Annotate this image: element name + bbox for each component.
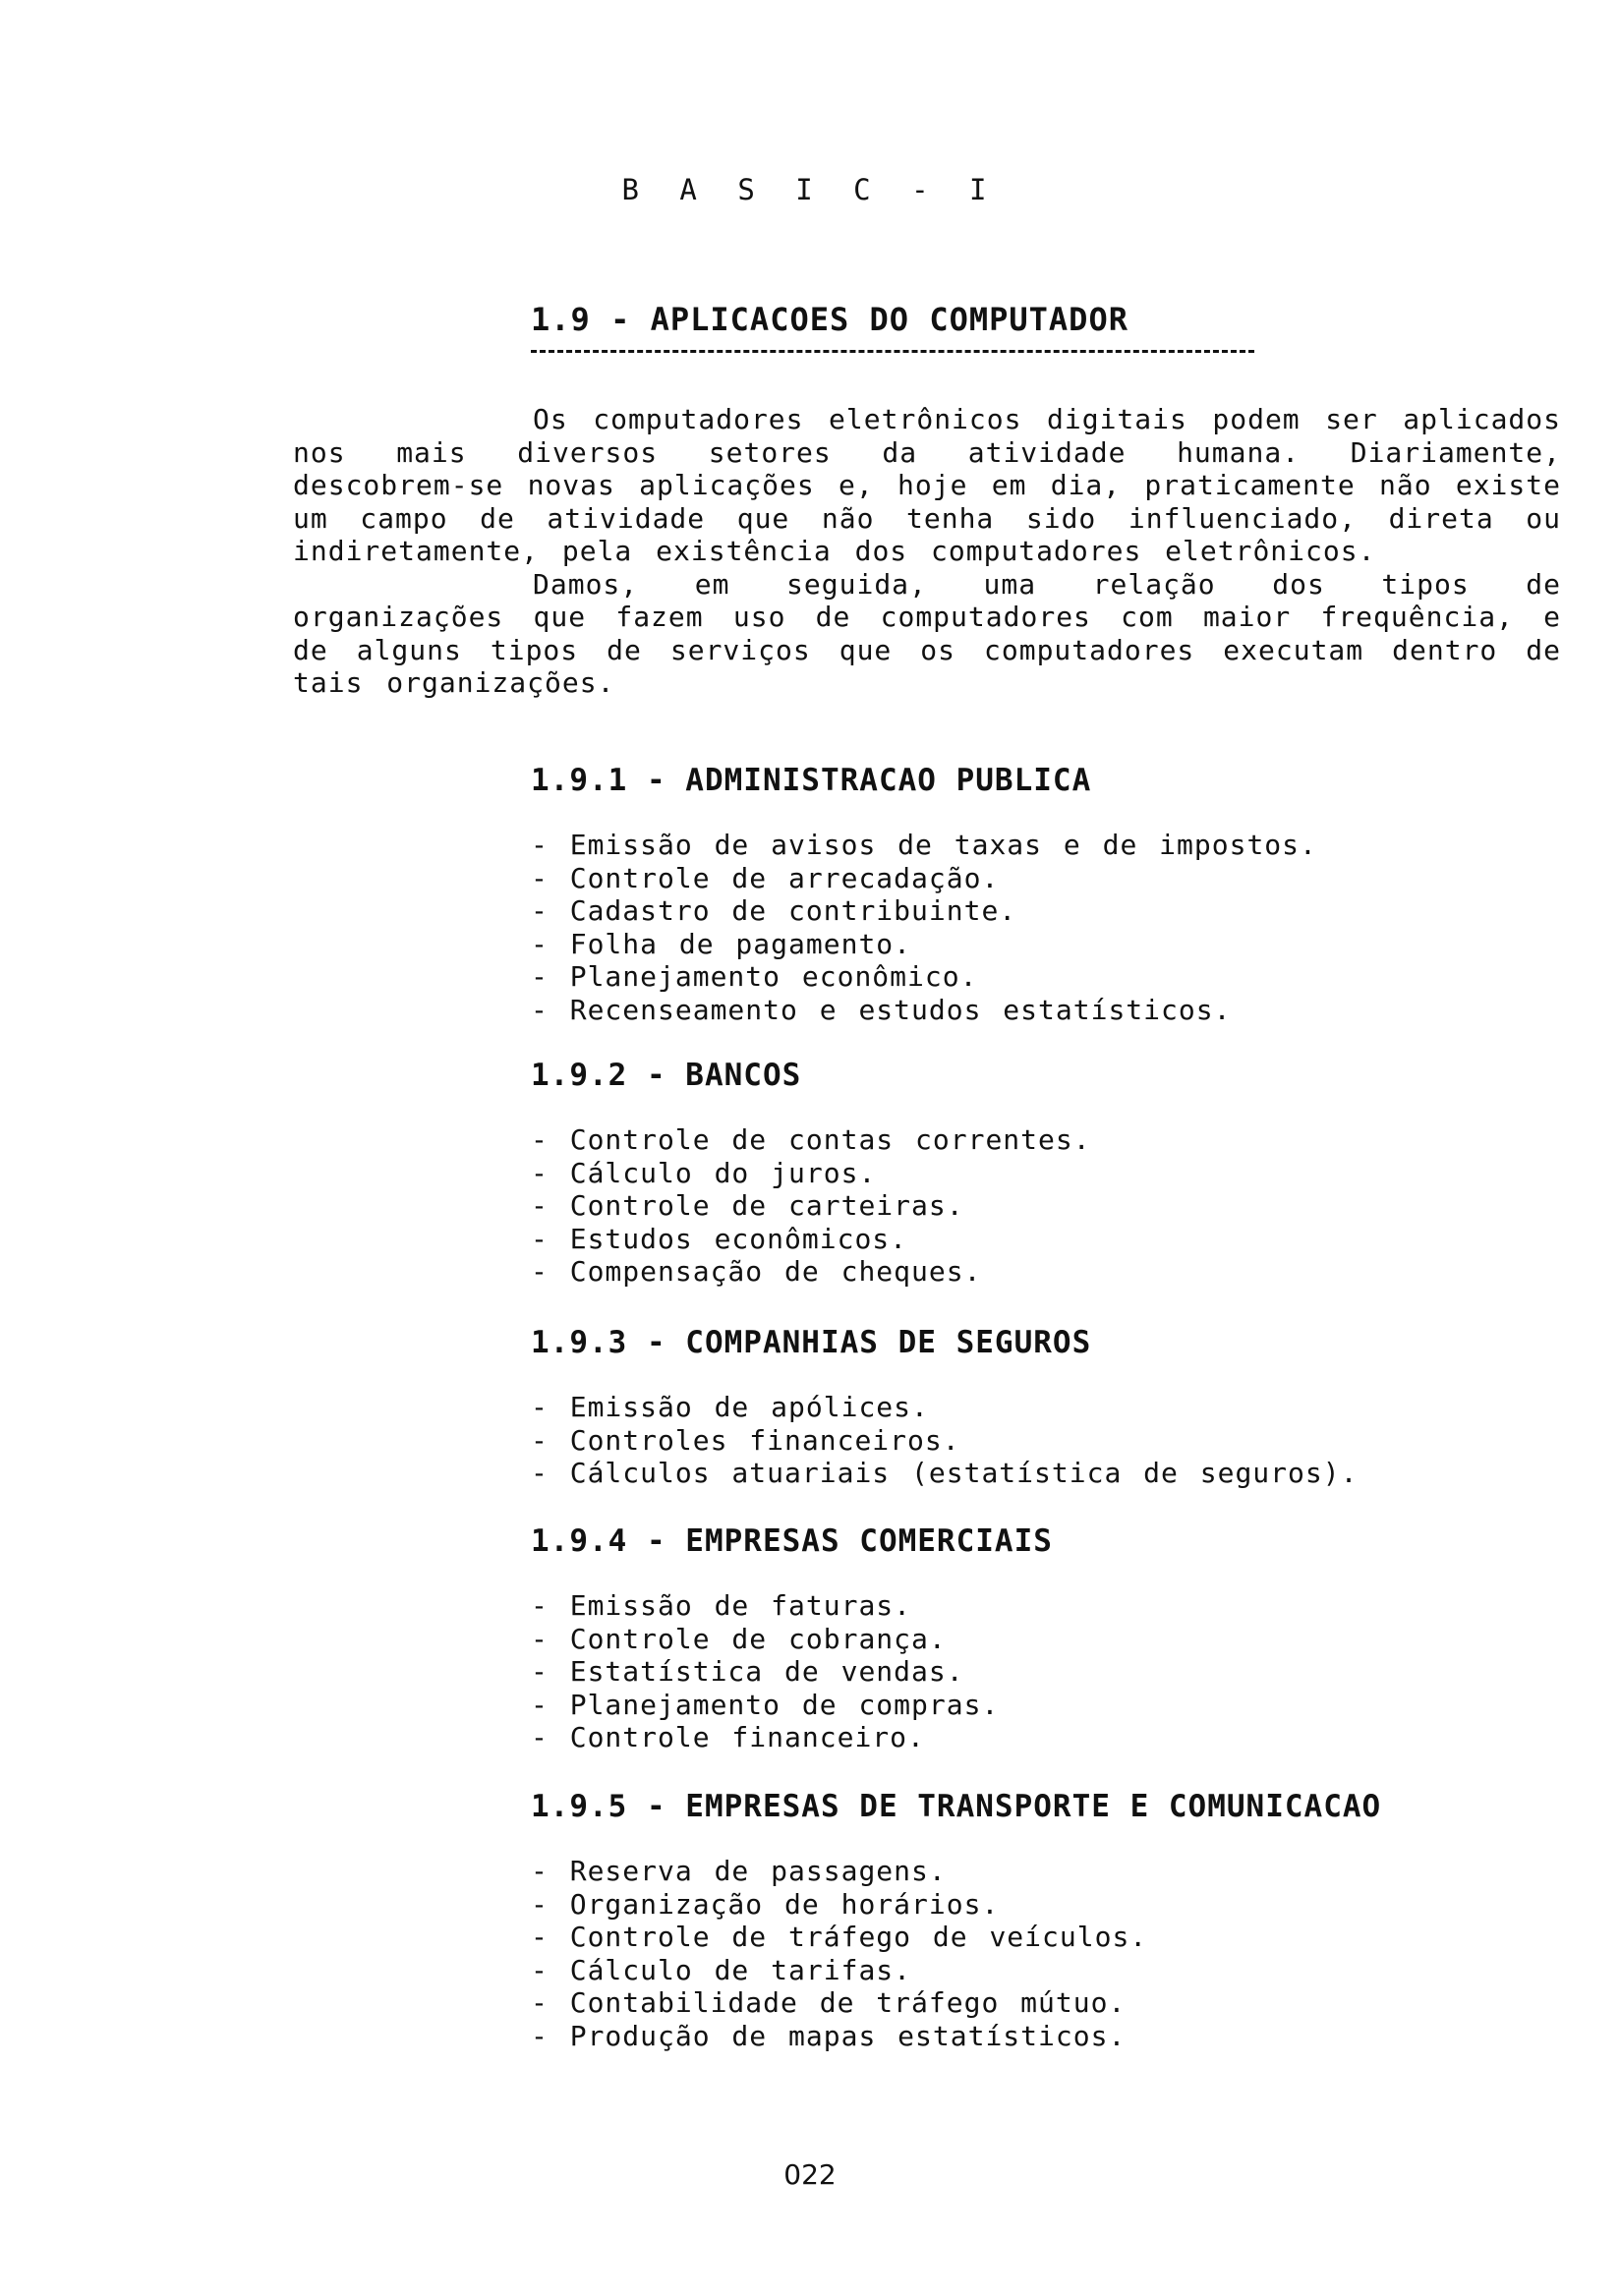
list-item: - Compensação de cheques. <box>531 1255 1091 1289</box>
list-item: - Contabilidade de tráfego mútuo. <box>531 1986 1381 2020</box>
intro-paragraph: Damos, em seguida, uma relação dos tipos de organizações que fazem uso de computadores com maior frequência, e de alguns tipos de serviços que os computadores executam dentro de tais organizações. <box>293 567 1561 699</box>
section-companhias-de-seguros <box>531 1325 1358 1490</box>
list-item: - Emissão de apólices. <box>531 1391 1358 1424</box>
list-item: - Controle de cobrança. <box>531 1623 1053 1656</box>
list-item: - Controle de arrecadação. <box>531 862 1317 895</box>
list-item: - Controle de contas correntes. <box>531 1123 1091 1157</box>
list-item: - Produção de mapas estatísticos. <box>531 2020 1381 2053</box>
section-administracao-publica <box>531 763 1317 1026</box>
list-item: - Cálculo do juros. <box>531 1157 1091 1190</box>
list-item: - Controle financeiro. <box>531 1721 1053 1754</box>
list-item: - Folha de pagamento. <box>531 928 1317 961</box>
list-item: - Planejamento de compras. <box>531 1689 1053 1722</box>
list-item: - Controles financeiros. <box>531 1424 1358 1458</box>
section-list <box>531 1123 1091 1289</box>
list-item: - Planejamento econômico. <box>531 960 1317 994</box>
chapter-title: 1.9 - APLICACOES DO COMPUTADOR <box>531 301 1128 338</box>
section-bancos <box>531 1058 1091 1289</box>
page-number: 022 <box>783 2158 837 2191</box>
section-title: 1.9.2 - BANCOS <box>531 1058 802 1093</box>
intro-text <box>293 403 1561 700</box>
running-header: B A S I C - I <box>621 173 999 206</box>
list-item: - Reserva de passagens. <box>531 1855 1381 1888</box>
section-list <box>531 1855 1381 2052</box>
chapter-underline <box>531 350 1254 353</box>
list-item: - Cálculos atuariais (estatística de seguros). <box>531 1457 1358 1490</box>
list-item: - Estatística de vendas. <box>531 1655 1053 1689</box>
section-list <box>531 829 1317 1026</box>
section-title: 1.9.4 - EMPRESAS COMERCIAIS <box>531 1523 1053 1559</box>
section-list <box>531 1391 1358 1490</box>
list-item: - Cálculo de tarifas. <box>531 1954 1381 1987</box>
section-list <box>531 1589 1053 1754</box>
list-item: - Recenseamento e estudos estatísticos. <box>531 994 1317 1027</box>
list-item: - Cadastro de contribuinte. <box>531 894 1317 928</box>
list-item: - Estudos econômicos. <box>531 1223 1091 1256</box>
list-item: - Emissão de faturas. <box>531 1589 1053 1623</box>
section-title: 1.9.1 - ADMINISTRACAO PUBLICA <box>531 763 1092 798</box>
list-item: - Controle de carteiras. <box>531 1189 1091 1223</box>
intro-paragraph: Os computadores eletrônicos digitais podem ser aplicados nos mais diversos setores da atividade humana. Diariamente, descobrem-se novas aplicações e, hoje em dia, praticamente não existe um campo de atividade que não tenha sido influenciado, direta ou indiretamente, pela existência dos computadores eletrônicos. <box>293 403 1561 567</box>
list-item: - Organização de horários. <box>531 1888 1381 1922</box>
section-title: 1.9.3 - COMPANHIAS DE SEGUROS <box>531 1325 1092 1360</box>
section-title: 1.9.5 - EMPRESAS DE TRANSPORTE E COMUNICACAO <box>531 1789 1382 1824</box>
section-empresas-comerciais <box>531 1523 1053 1754</box>
list-item: - Emissão de avisos de taxas e de impostos. <box>531 829 1317 862</box>
list-item: - Controle de tráfego de veículos. <box>531 1921 1381 1954</box>
section-empresas-de-transporte <box>531 1789 1381 2052</box>
